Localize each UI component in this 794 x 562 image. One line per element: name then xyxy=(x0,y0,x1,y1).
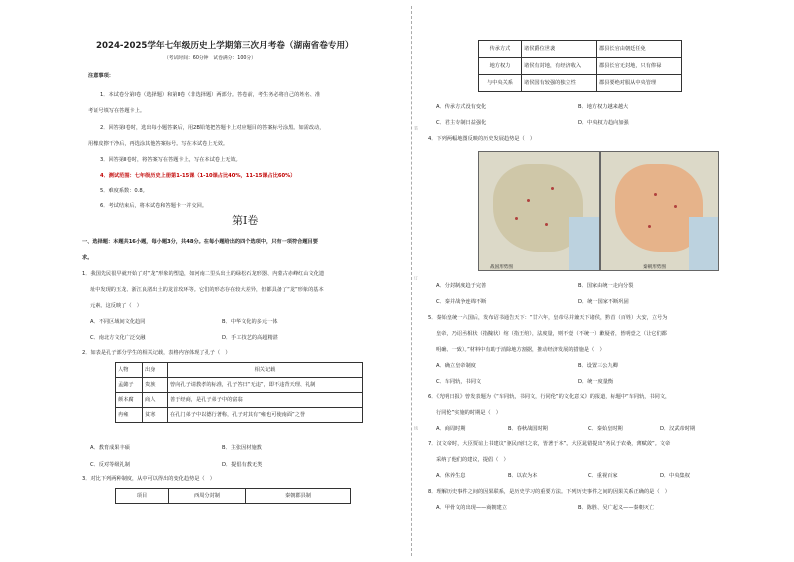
option-a[interactable]: A．传承方式没有变化 xyxy=(436,104,487,110)
question-7: 7．汉文帝时，大臣贾谊上书建议“驱民而归之农，皆著于本”。大臣晁错提出“务民于农桑，薄赋敛”。文帝 xyxy=(428,441,671,447)
table-cell: 郡县要绝对服从中央管理 xyxy=(597,75,682,92)
difficulty: 5．难度系数：0.8。 xyxy=(100,188,148,194)
table-row xyxy=(116,393,363,408)
notice-line: 6．考试结束后，将本试卷和答题卡一并交回。 xyxy=(100,203,208,209)
table-header: 项目 xyxy=(116,489,169,504)
option-a[interactable]: A．商周时期 xyxy=(436,426,466,432)
option-b[interactable]: B．地方权力越来越大 xyxy=(578,104,629,110)
option-a[interactable]: A．甲骨文的出现——商朝建立 xyxy=(436,505,507,511)
table-header: 西周分封制 xyxy=(169,489,246,504)
table-header: 相关记载 xyxy=(168,363,363,378)
table-cell: 诸侯有封地，有经济收入 xyxy=(522,58,597,75)
option-d[interactable]: D．中央权力趋向加强 xyxy=(578,120,629,126)
table-header: 出身 xyxy=(143,363,168,378)
question-4: 4．下列两幅地图反映的历史发展趋势是（ ） xyxy=(428,136,536,142)
gutter-char: 装 xyxy=(414,126,419,130)
table-cell: 传承方式 xyxy=(479,41,522,58)
table-row xyxy=(479,41,682,58)
q3-table-head xyxy=(115,488,351,504)
notice-line: 3．回答第Ⅱ卷时，将答案写在答题卡上，写在本试卷上无效。 xyxy=(100,157,241,163)
table-row xyxy=(116,408,363,423)
option-d[interactable]: D．手工技艺的高超精湛 xyxy=(222,335,278,341)
table-cell: 孟懿子 xyxy=(116,378,143,393)
table-cell: 诸侯爵位世袭 xyxy=(522,41,597,58)
table-cell: 郡县长官无封地，只有俸禄 xyxy=(597,58,682,75)
exam-info: （考试时间：60分钟 试卷满分：100分） xyxy=(164,56,257,61)
option-b[interactable]: B．设置三公九卿 xyxy=(578,363,618,369)
table-row xyxy=(116,378,363,393)
option-d[interactable]: D．统一度量衡 xyxy=(578,379,614,385)
option-a[interactable]: A．分封制度趋于完善 xyxy=(436,283,487,289)
table-cell: 善于经商，是孔子弟子中的富翁 xyxy=(168,393,363,408)
table-cell: 贫寒 xyxy=(143,408,168,423)
map-caption: 战国形势图 xyxy=(490,265,513,270)
option-c[interactable]: C．车同轨，书同文 xyxy=(436,379,482,385)
option-b[interactable]: B．陈胜、吴广起义——秦朝灭亡 xyxy=(578,505,655,511)
table-cell: 与中央关系 xyxy=(479,75,522,92)
option-b[interactable]: B．中华文化的多元一体 xyxy=(222,319,278,325)
question-8: 8．理解历史事件之间的因果联系，是历史学习的重要方法。下列历史事件之间的因果关系正确的是（ ） xyxy=(428,489,670,495)
notice-line: 2．回答第Ⅰ卷时，选出每小题答案后，用2B铅笔把答题卡上对应题目的答案标号涂黑。如需改动， xyxy=(100,125,325,131)
question-6: 行同伦”实施的时期是（ ） xyxy=(436,410,501,416)
notice-line: 用橡皮擦干净后，再选涂其他答案标号。写在本试卷上无效。 xyxy=(88,141,229,147)
section-title: 第Ⅰ卷 xyxy=(232,214,259,227)
map-warring-states xyxy=(478,151,600,271)
map-qin-dynasty xyxy=(600,151,719,271)
table-row xyxy=(479,58,682,75)
question-1: 元素。这反映了（ ） xyxy=(90,303,142,309)
binding-line xyxy=(411,6,420,556)
gutter-char: 订 xyxy=(414,276,419,280)
table-row xyxy=(479,75,682,92)
table-cell: 商人 xyxy=(143,393,168,408)
question-7: 采纳了他们的建议，提倡（ ） xyxy=(436,457,509,463)
notice-line: 1．本试卷分第Ⅰ卷（选择题）和第Ⅱ卷（非选择题）两部分。答卷前，考生务必将自己的姓名、准 xyxy=(100,92,321,98)
question-5: 5．秦始皇统一六国后，发布诏书通告天下：“廿六年，皇帝尽并兼天下诸侯，黔首（百姓）大安，立号为 xyxy=(428,315,668,321)
question-6: 6．《光明日报》曾发表题为《“车同轨，书同文，行同伦”的文化意义》的报道，标题中“车同轨，书同文， xyxy=(428,394,671,400)
instructions: 一、选择题：本题共16小题，每小题3分，共48分。在每小题给出的四个选项中，只有一项符合题目要 xyxy=(82,239,318,245)
instructions: 求。 xyxy=(82,255,93,261)
option-d[interactable]: D．统一国家不断巩固 xyxy=(578,299,629,305)
option-c[interactable]: C．反对等级礼制 xyxy=(90,462,130,468)
q2-table xyxy=(115,362,363,423)
question-3: 3．对比下列两种制度，从中可以得出的变化趋势是（ ） xyxy=(82,476,215,482)
option-c[interactable]: C．秦始皇时期 xyxy=(588,426,623,432)
option-c[interactable]: C．君主专制日益强化 xyxy=(436,120,487,126)
option-b[interactable]: B．国家由统一走向分裂 xyxy=(578,283,634,289)
notice-line: 考证号填写在答题卡上。 xyxy=(88,108,146,114)
option-a[interactable]: A．教育成果丰硕 xyxy=(90,445,130,451)
option-a[interactable]: A．休养生息 xyxy=(436,473,466,479)
q3-table-body xyxy=(478,40,682,92)
option-b[interactable]: B．春秋战国时期 xyxy=(508,426,548,432)
question-1: 1．我国先民很早就开始了对“龙”形象的塑造，如河南二里头出土的绿松石龙形器、内蒙古赤峰红山文化遗 xyxy=(82,271,325,277)
test-scope: 4．测试范围：七年级历史上册第1-15课（1-10课占比40%，11-15课占比60%） xyxy=(100,173,296,179)
question-5: 明确、一致）。”材料中有助于消除地方割据，推动经济发展的措施是（ ） xyxy=(436,347,605,353)
question-5: 皇帝，乃诏丞相状（指隗状）绾（指王绾），法度量，则不壹（不统一）歉疑者，皆明壹之（让它们都 xyxy=(436,331,667,337)
question-1: 址中发现的玉龙、浙江良渚出土的龙首玫环等。它们的形态存在较大差异，但都具备了“龙”形象的基本 xyxy=(90,287,324,293)
notice-heading: 注意事项： xyxy=(88,73,114,79)
option-c[interactable]: C．秦并战争连绵不断 xyxy=(436,299,487,305)
option-c[interactable]: C．南北方文化广泛交融 xyxy=(90,335,146,341)
table-cell: 诸侯国有较强的独立性 xyxy=(522,75,597,92)
table-cell: 郡县长官由朝廷任免 xyxy=(597,41,682,58)
table-cell: 地方权力 xyxy=(479,58,522,75)
table-header: 人物 xyxy=(116,363,143,378)
option-b[interactable]: B．以农为本 xyxy=(508,473,538,479)
option-a[interactable]: A．确立皇帝制度 xyxy=(436,363,476,369)
table-cell: 颜本腐 xyxy=(116,393,143,408)
option-d[interactable]: D．汉武帝时期 xyxy=(660,426,696,432)
table-header: 秦朝郡县制 xyxy=(246,489,351,504)
table-cell: 贵族 xyxy=(143,378,168,393)
option-d[interactable]: D．中央集权 xyxy=(660,473,690,479)
gutter-char: 线 xyxy=(414,426,419,430)
exam-title: 2024-2025学年七年级历史上学期第三次月考卷（湖南省卷专用） xyxy=(96,41,354,51)
table-cell: 曾向孔子请教孝的标准，孔子答曰“无违”，即不违背天理、礼制 xyxy=(168,378,363,393)
option-d[interactable]: D．提倡有教无类 xyxy=(222,462,263,468)
option-b[interactable]: B．主张因材施教 xyxy=(222,445,262,451)
map-caption: 秦朝形势图 xyxy=(643,265,666,270)
option-a[interactable]: A．不同区域间文化趋同 xyxy=(90,319,146,325)
table-cell: 冉雍 xyxy=(116,408,143,423)
option-c[interactable]: C．重视百家 xyxy=(588,473,618,479)
question-2: 2．如表是孔子部分学生的相关记载，表格内容体现了孔子（ ） xyxy=(82,350,231,356)
table-cell: 在孔门弟子中以德行著称，孔子对其有“雍也可使南面”之誉 xyxy=(168,408,363,423)
